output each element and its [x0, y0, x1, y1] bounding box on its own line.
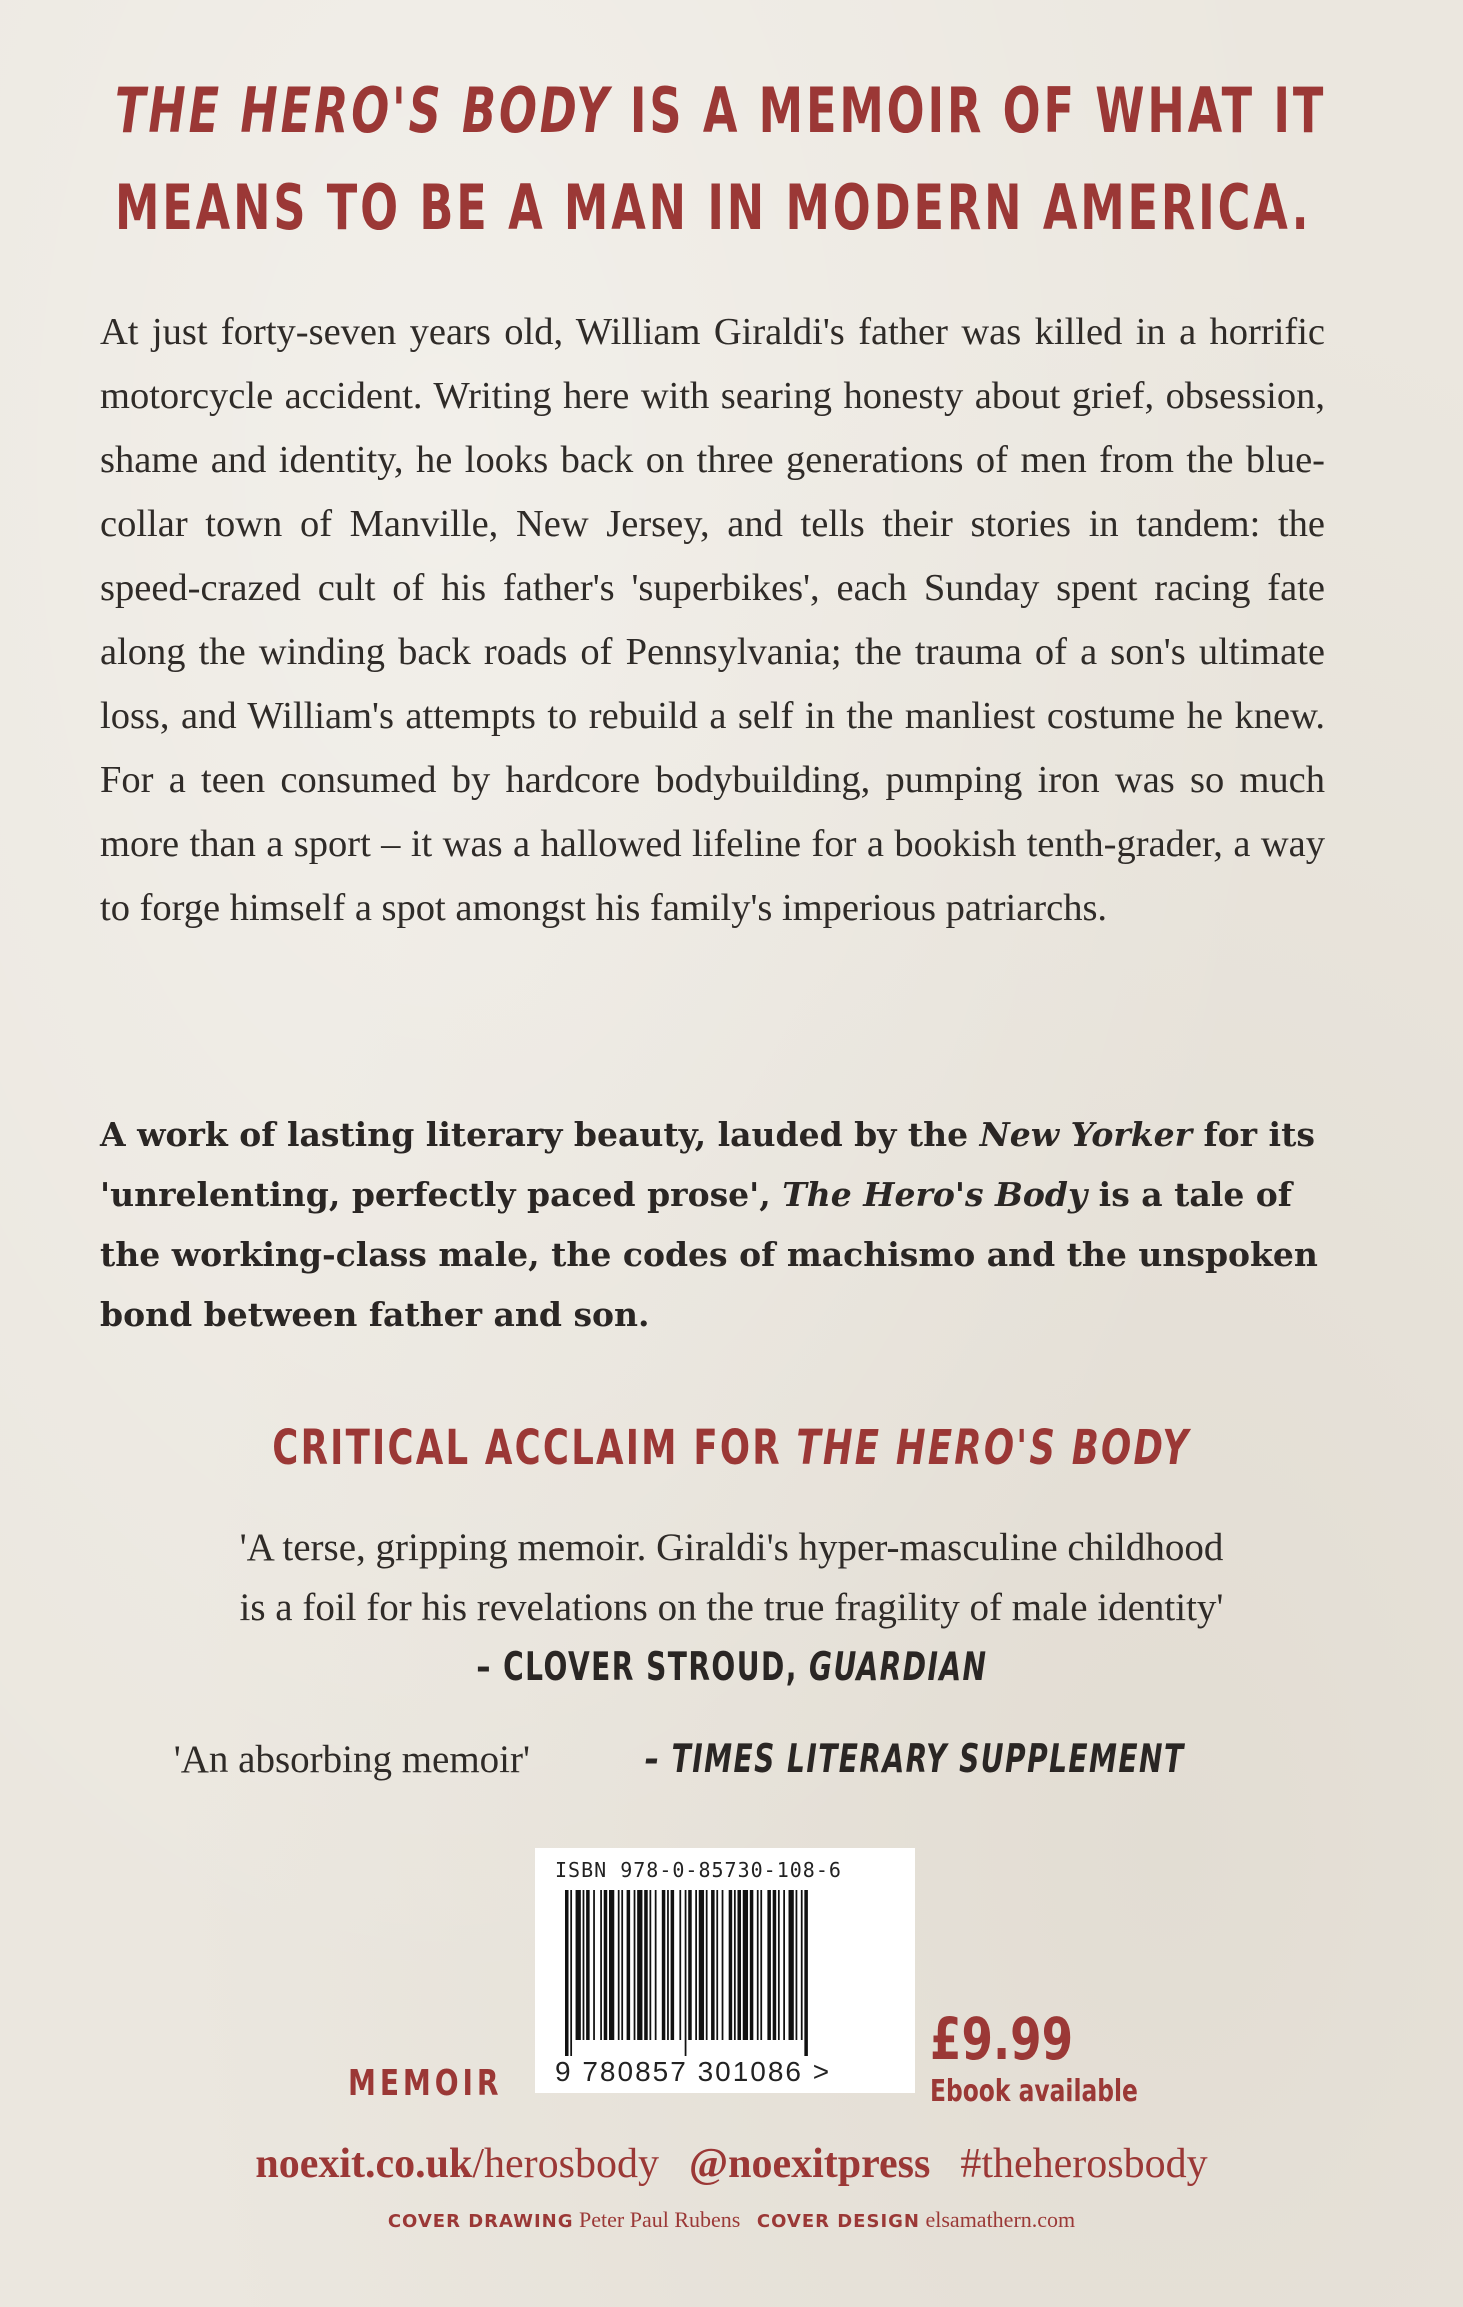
barcode-bar: [627, 1890, 631, 2040]
barcode-bar: [634, 1890, 636, 2040]
barcode-bar: [671, 1890, 675, 2040]
barcode-bar: [565, 1890, 569, 2056]
genre-label: MEMOIR: [348, 2063, 503, 2104]
barcode-bar: [716, 1890, 718, 2040]
barcode-bar: [609, 1890, 614, 2040]
barcode-bar: [644, 1890, 648, 2040]
ebook-available: Ebook available: [930, 2074, 1138, 2109]
barcode-bar: [685, 1890, 687, 2056]
barcode-bar: [778, 1890, 780, 2040]
headline: [115, 62, 1327, 256]
barcode-bar: [570, 1890, 572, 2056]
hashtag[interactable]: #theherosbody: [960, 2141, 1208, 2187]
barcode-bar: [695, 1890, 697, 2040]
blurb-paragraph: At just forty-seven years old, William Giraldi's father was killed in a horrific motorcycle accident. Writing here with searing honesty about grief, obsession, shame and identity, he looks back on three generations of men from the blue-collar town of Manville, New Jersey, and tells their stories in tandem: the speed-crazed cult of his father's 'superbikes', each Sunday spent racing fate along the winding back roads of Pennsylvania; the trauma of a son's ultimate loss, and William's attempts to rebuild a self in the manliest costume he knew. For a teen consumed by hardcore bodybuilding, pumping iron was so much more than a sport – it was a hallowed lifeline for a bookish tenth-grader, a way to forge himself a spot amongst his family's imperious patriarchs.: [100, 311, 1325, 929]
cover-drawing-label: COVER DRAWING: [387, 2211, 574, 2232]
barcode-bar: [743, 1890, 748, 2040]
cover-credits: [0, 2207, 1463, 2233]
barcode-bar: [773, 1890, 777, 2040]
links-row: [0, 2140, 1463, 2188]
barcode-bar: [649, 1890, 651, 2040]
barcode-bar: [593, 1890, 595, 2040]
headline-title: THE HERO'S BODY: [115, 74, 612, 147]
barcode-bar: [757, 1890, 759, 2040]
headline-line-1: THE HERO'S BODY IS A MEMOIR OF WHAT IT: [115, 74, 1327, 147]
barcode-bar: [783, 1890, 785, 2040]
barcode-bar: [621, 1890, 623, 2040]
barcode-bar: [711, 1890, 715, 2040]
barcode-bar: [576, 1890, 581, 2040]
barcode-bar: [583, 1890, 585, 2040]
barcode-digits: 9 780857 301086 >: [555, 2056, 832, 2087]
barcode-bar: [750, 1890, 754, 2040]
barcode-bar: [729, 1890, 733, 2040]
review-quote-2-text: 'An absorbing memoir': [173, 1738, 540, 1781]
barcode-bar: [699, 1890, 704, 2040]
acclaim-heading: CRITICAL ACCLAIM FOR THE HERO'S BODY: [272, 1420, 1191, 1476]
barcode-bar: [662, 1890, 666, 2040]
review-quote-1-line-1: 'A terse, gripping memoir. Giraldi's hyper-masculine childhood: [239, 1526, 1224, 1569]
review-quote-1-line-2: is a foil for his revelations on the true fragility of male identity': [239, 1586, 1224, 1629]
blurb-bold-paragraph: A work of lasting literary beauty, lauded by the New Yorker for its 'unrelenting, perfectly paced prose', The Hero's Body is a tale of the working-class male, the codes of machismo and the unspoken bond between father and son.: [100, 1115, 1318, 1334]
social-handle[interactable]: @noexitpress: [689, 2141, 931, 2187]
review-quote-2-source: – TIMES LITERARY SUPPLEMENT: [644, 1737, 1185, 1782]
barcode-bar: [734, 1890, 736, 2040]
review-quote-1-source: – CLOVER STROUD, GUARDIAN: [475, 1645, 988, 1690]
barcode-bar: [600, 1890, 602, 2040]
barcode-bar: [722, 1890, 724, 2040]
barcode-bar: [760, 1890, 762, 2040]
barcode-bar: [801, 1890, 803, 2040]
cover-drawing-value: Peter Paul Rubens: [579, 2207, 741, 2232]
barcode-bar: [688, 1890, 692, 2040]
price: £9.99: [930, 2005, 1074, 2073]
barcode-bar: [767, 1890, 771, 2040]
barcode-image: [565, 1890, 885, 2056]
review-quote-2: [0, 1730, 1463, 1790]
cover-design-value: elsamathern.com: [925, 2207, 1076, 2232]
barcode-bar: [796, 1890, 798, 2040]
headline-line-2: MEANS TO BE A MAN IN MODERN AMERICA.: [115, 171, 1312, 244]
barcode-bar: [586, 1890, 590, 2040]
barcode-bar: [667, 1890, 669, 2040]
barcode-bar: [618, 1890, 620, 2040]
barcode-bar: [655, 1890, 657, 2040]
barcode-bar: [604, 1890, 608, 2040]
isbn-label: ISBN 978-0-85730-108-6: [555, 1858, 842, 1882]
barcode-bar: [637, 1890, 642, 2040]
barcode-bar: [789, 1890, 794, 2040]
website-link[interactable]: noexit.co.uk/herosbody: [255, 2141, 660, 2187]
barcode-bar: [706, 1890, 708, 2040]
barcode-panel: [535, 1848, 915, 2093]
barcode-bar: [804, 1890, 808, 2056]
barcode-bar: [737, 1890, 741, 2040]
cover-design-label: COVER DESIGN: [756, 2211, 920, 2232]
review-quote-1: [0, 1518, 1463, 1698]
barcode-bar: [679, 1890, 681, 2040]
